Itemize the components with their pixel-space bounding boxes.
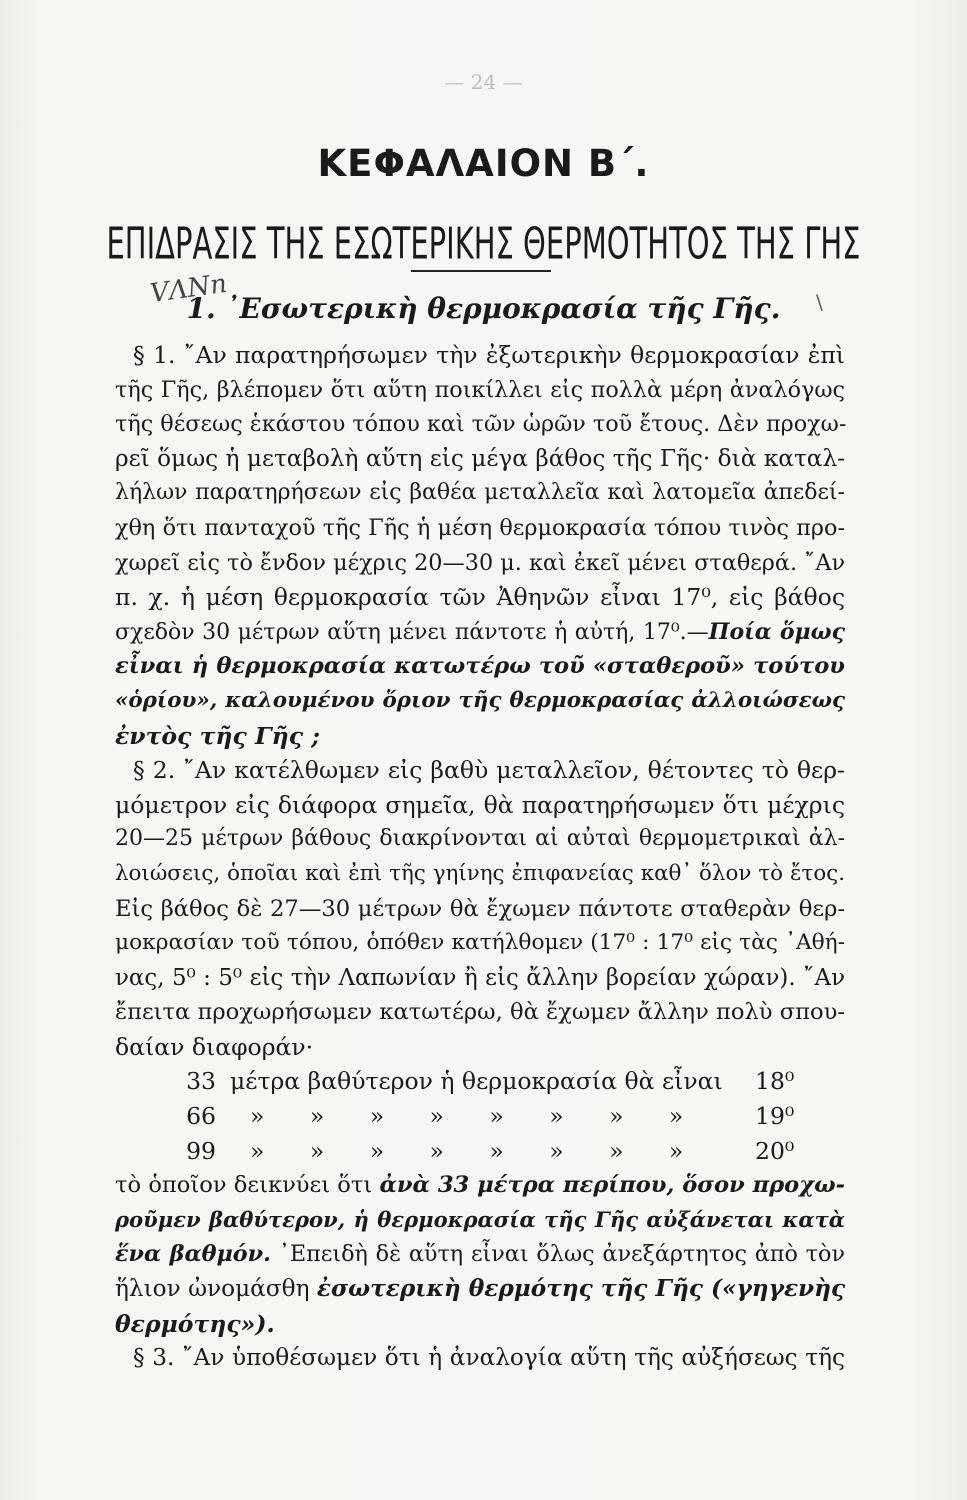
stray-mark: \ bbox=[816, 290, 823, 314]
bold-text-span: ἕνα βαθμόν. bbox=[115, 1241, 271, 1268]
bold-text-line: εἶναι ἡ θερμοκρασία κατωτέρω τοῦ «σταθεροῦ» τούτου bbox=[115, 653, 845, 680]
text-line: χθη ὅτι πανταχοῦ τῆς Γῆς ἡ μέση θερμοκρασία τόπου τινὸς προ- bbox=[115, 514, 845, 541]
text-line: τῆς θέσεως ἑκάστου τόπου καὶ τῶν ὡρῶν τοῦ ἔτους. Δὲν προχω- bbox=[115, 411, 847, 438]
table-depth: 33 bbox=[186, 1067, 216, 1096]
text-line bbox=[115, 1168, 845, 1203]
table-value: 19⁰ bbox=[755, 1102, 795, 1131]
text-line bbox=[115, 1272, 845, 1307]
text-span: ἥλιον ὠνομάσθη bbox=[115, 1275, 317, 1303]
text-line: δαίαν διαφοράν· bbox=[115, 1032, 314, 1061]
chapter-subtitle: ΕΠΙΔΡΑΣΙΣ ΤΗΣ ΕΣΩΤΕΡΙΚΗΣ ΘΕΡΜΟΤΗΤΟΣ ΤΗΣ ΓΗΣ bbox=[106, 218, 861, 269]
text-line: τῆς Γῆς, βλέπομεν ὅτι αὕτη ποικίλλει εἰς πολλὰ μέρη ἀναλόγως bbox=[115, 376, 845, 403]
running-head: — 24 — bbox=[444, 70, 523, 94]
text-line: § 3. ῎Αν ὑποθέσωμεν ὅτι ἡ ἀναλογία αὕτη τῆς αὐξήσεως τῆς bbox=[133, 1344, 845, 1372]
text-line: π. χ. ἡ μέση θερμοκρασία τῶν Ἀθηνῶν εἶναι 17⁰, εἰς βάθος bbox=[115, 583, 845, 612]
table-ditto: » » » » » » » » bbox=[250, 1102, 684, 1131]
title-rule bbox=[411, 270, 551, 272]
text-span: τὸ ὁποῖον δεικνύει ὅτι bbox=[115, 1172, 380, 1199]
bold-text-line: «ὁρίου», καλουμένου ὅριον τῆς θερμοκρασίας ἀλλοιώσεως bbox=[115, 687, 845, 713]
text-line bbox=[115, 615, 845, 650]
body-text bbox=[115, 338, 845, 1376]
text-line: νας, 5⁰ : 5⁰ εἰς τὴν Λαπωνίαν ἢ εἰς ἄλλην βορείαν χώραν). ῎Αν bbox=[115, 964, 845, 991]
text-line: μοκρασίαν τοῦ τόπου, ὁπόθεν κατήλθομεν (17⁰ : 17⁰ εἰς τὰς ᾿Αθή- bbox=[115, 930, 845, 956]
text-line: ρεῖ ὅμως ἡ μεταβολὴ αὕτη εἰς μέγα βάθος τῆς Γῆς· διὰ καταλ- bbox=[115, 444, 845, 472]
bold-text-span: Ποία ὅμως bbox=[708, 618, 845, 645]
text-span: ᾿Επειδὴ δὲ αὕτη εἶναι ὅλως ἀνεξάρτητος ἀπὸ τὸν bbox=[270, 1241, 845, 1268]
table-row bbox=[115, 1064, 845, 1099]
table-value: 20⁰ bbox=[755, 1136, 795, 1165]
bold-text-line: ροῦμεν βαθύτερον, ἡ θερμοκρασία τῆς Γῆς αὐξάνεται κατὰ bbox=[115, 1206, 845, 1232]
text-line: λήλων παρατηρήσεων εἰς βαθέα μεταλλεῖα καὶ λατομεῖα ἀπεδεί- bbox=[115, 480, 845, 506]
bold-text-span: ἐσωτερικὴ θερμότης τῆς Γῆς («γηγενὴς bbox=[316, 1275, 846, 1303]
text-line: μόμετρον εἰς διάφορα σημεῖα, θὰ παρατηρήσωμεν ὅτι μέχρις bbox=[115, 790, 845, 819]
text-line: χωρεῖ εἰς τὸ ἔνδον μέχρις 20—30 μ. καὶ ἐκεῖ μένει σταθερά. ῎Αν bbox=[115, 549, 845, 576]
text-line: § 2. ῎Αν κατέλθωμεν εἰς βαθὺ μεταλλεῖον, θέτοντες τὸ θερ- bbox=[133, 756, 845, 785]
text-line: λοιώσεις, ὁποῖαι καὶ ἐπὶ τῆς γηίνης ἐπιφανείας καθ᾿ ὅλον τὸ ἔτος. bbox=[115, 860, 845, 886]
table-row bbox=[115, 1099, 845, 1134]
section-heading: 1. ᾿Εσωτερικὴ θερμοκρασία τῆς Γῆς. bbox=[186, 292, 781, 325]
table-row bbox=[115, 1134, 845, 1169]
text-line: 20—25 μέτρων βάθους διακρίνονται αἱ αὐταὶ θερμομετρικαὶ ἀλ- bbox=[115, 826, 845, 852]
text-span: σχεδὸν 30 μέτρων αὕτη μένει πάντοτε ἡ αὐτή, 17⁰.— bbox=[115, 619, 709, 645]
chapter-title: ΚΕΦΑΛΑΙΟΝ Β΄. bbox=[317, 142, 650, 185]
bold-text-line: ἐντὸς τῆς Γῆς ; bbox=[115, 721, 320, 750]
bold-text-line: θερμότης»). bbox=[115, 1309, 275, 1338]
bold-text-span: ἀνὰ 33 μέτρα περίπου, ὅσον προχω- bbox=[379, 1172, 845, 1199]
text-line: ἔπειτα προχωρήσωμεν κατωτέρω, θὰ ἔχωμεν ἄλλην πολὺ σπου- bbox=[115, 999, 845, 1026]
handwritten-annotation: VΛΝn bbox=[148, 268, 229, 310]
table-ditto: » » » » » » » » bbox=[250, 1136, 684, 1165]
table-depth: 66 bbox=[186, 1102, 216, 1131]
table-depth: 99 bbox=[186, 1136, 216, 1165]
text-line: § 1. ῎Αν παρατηρήσωμεν τὴν ἐξωτερικὴν θερμοκρασίαν ἐπὶ bbox=[133, 341, 845, 369]
table-text: μέτρα βαθύτερον ἡ θερμοκρασία θὰ εἶναι bbox=[230, 1067, 723, 1096]
text-line: Εἰς βάθος δὲ 27—30 μέτρων θὰ ἔχωμεν πάντοτε σταθερὰν θερ- bbox=[115, 895, 845, 922]
text-line bbox=[115, 1237, 845, 1272]
table-value: 18⁰ bbox=[755, 1067, 795, 1096]
